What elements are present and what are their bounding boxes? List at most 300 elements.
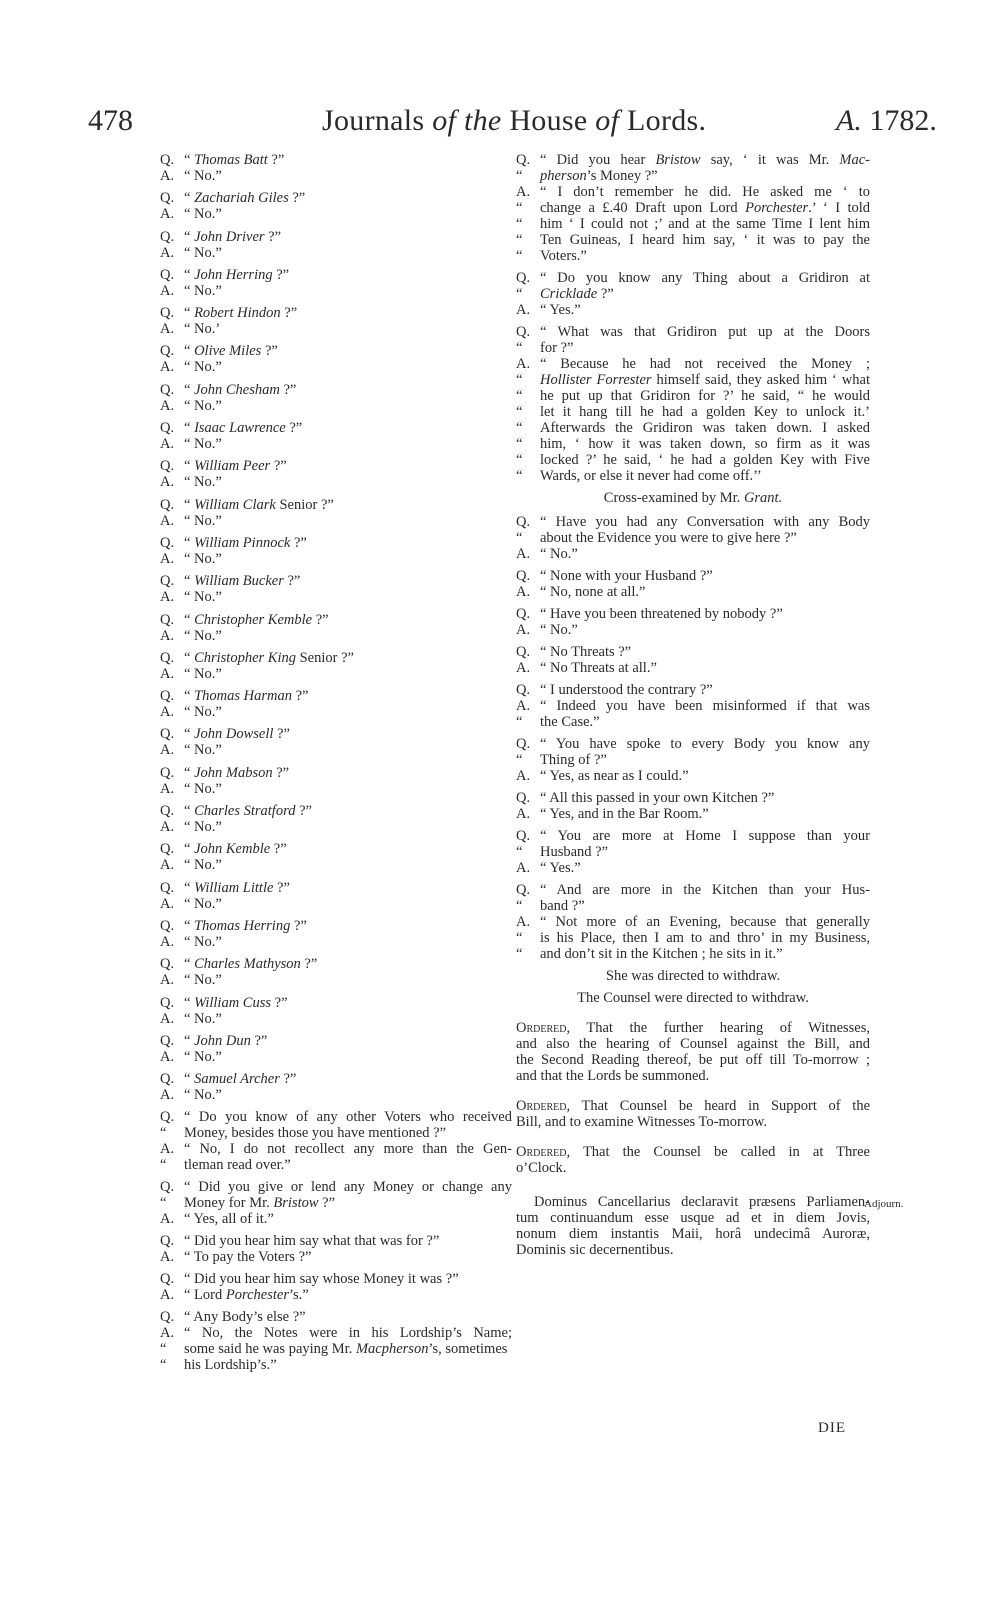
speaker-label: Q. [160,917,175,934]
continuation-quote: “ [516,168,523,184]
speaker-label: Q. [516,882,531,898]
open-quote: “ [184,841,195,858]
answer-text: “ No.” [184,550,222,567]
text-line [516,1052,870,1068]
name-suffix: Senior [275,496,318,513]
question-line [160,458,512,474]
text-run: let it hang till he had a golden Key to unlock it.’ [540,404,870,420]
continuation-quote: “ [516,372,523,388]
question-line [160,535,512,551]
text-line [516,1226,870,1242]
text-line [516,270,870,286]
open-quote: “ [184,152,195,168]
continuation-quote: “ [516,844,523,860]
open-quote: “ [184,534,195,551]
speaker-label: Q. [160,841,175,858]
qa-exchange [516,324,870,484]
speaker-label: A. [516,356,531,372]
open-quote: “ [184,879,195,896]
continuation-quote: “ [160,1157,167,1174]
close-quote: ?” [271,994,288,1011]
text-run: Money for Mr. [184,1195,274,1212]
continuation-quote: “ [516,714,523,730]
text-line [516,340,870,356]
text-line [516,184,870,200]
continuation-quote: “ [516,216,523,232]
qa-exchange [516,644,870,676]
open-quote: “ [184,688,195,705]
text-run: “ Did you hear him say whose Money it was ?” [184,1271,459,1288]
text-run: Husband ?” [540,844,609,860]
voter-name: William Cuss [194,994,272,1011]
continuation-quote: “ [516,452,523,468]
voter-name: William Little [194,879,274,896]
text-run: “ Yes, as near as I could.” [540,768,689,784]
voter-name: John Chesham [194,381,280,398]
text-line [516,660,870,676]
answer-text: “ No.” [184,819,222,836]
answer-line [160,666,512,682]
text-line [516,1020,870,1036]
answer-line [160,474,512,490]
text-run: “ Indeed you have been misinformed if that was [540,698,870,714]
speaker-label: A. [516,806,531,822]
speaker-label: A. [160,206,175,223]
speaker-label: Q. [160,1071,175,1088]
speaker-label: Q. [160,726,175,743]
speaker-label: Q. [160,803,175,820]
text-line [516,898,870,914]
margin-note: Adjourn. [864,1198,904,1210]
text-run: ’s.” [288,1287,309,1304]
text-line [160,1125,512,1141]
answer-line [160,896,512,912]
text-line [516,1160,870,1176]
answer-line [160,589,512,605]
open-quote: “ [184,1071,195,1088]
answer-text: “ No.” [184,1048,222,1065]
close-quote: ?” [250,1032,268,1049]
text-line [516,768,870,784]
open-quote: “ [184,726,195,743]
text-line [516,216,870,232]
voter-name: Christopher Kemble [194,611,313,628]
text-run: Bill, and to examine Witnesses To-morrow. [516,1114,768,1130]
qa-exchange [516,1144,870,1176]
speaker-label: Q. [160,152,175,168]
open-quote: “ [184,420,195,437]
answer-line [160,1087,512,1103]
text-line [516,644,870,660]
speaker-label: Q. [160,1032,175,1049]
text-run: about the Evidence you were to give here ?” [540,530,797,546]
answer-text: “ No.” [184,704,222,721]
question-line [160,918,512,934]
qa-exchange [516,606,870,638]
page-number: 478 [88,104,133,137]
italic-name: Porchester [225,1287,289,1304]
close-quote: ?” [300,956,318,973]
voter-name: John Dun [194,1032,251,1049]
text-line [516,1242,870,1258]
speaker-label: A. [516,584,531,600]
open-quote: “ [184,573,195,590]
text-run: for ?” [540,340,574,356]
answer-line [160,206,512,222]
text-line [516,844,870,860]
continuation-quote: “ [516,248,523,264]
text-run: “ What was that Gridiron put up at the Doors [540,324,870,340]
text-line [160,1157,512,1173]
answer-line [160,704,512,720]
open-quote: “ [184,611,195,628]
qa-exchange [160,573,512,605]
right-column [516,152,904,1258]
close-quote: ?” [272,266,290,283]
answer-line [160,436,512,452]
close-quote: ?” [288,190,306,207]
qa-exchange [160,152,512,184]
qa-exchange [160,343,512,375]
text-line [516,882,870,898]
text-run: tum continuandum esse usque ad et in diem Jovis, [516,1210,870,1226]
counsel-name: Grant. [743,490,783,506]
speaker-label: A. [516,914,531,930]
answer-text: “ No.” [184,895,222,912]
text-run: “ No.” [540,546,578,562]
text-run: Wards, or else it never had come off.’’ [540,468,762,484]
speaker-label: Q. [160,266,175,283]
speaker-label: Q. [160,1271,175,1288]
voter-name: Charles Stratford [194,803,296,820]
question-line [160,650,512,666]
open-quote: “ [184,381,195,398]
speaker-label: Q. [160,994,175,1011]
text-line [516,1144,870,1160]
question-line [160,1033,512,1049]
question-line [160,382,512,398]
text-line [516,914,870,930]
text-run: “ Do you know any Thing about a Gridiron at [540,270,870,286]
open-quote: “ [184,803,195,820]
question-line [160,305,512,321]
text-line [160,1271,512,1287]
qa-exchange [160,803,512,835]
voter-name: William Pinnock [194,534,291,551]
qa-exchange [160,880,512,912]
text-run: , That Counsel be heard in Support of the [566,1098,870,1114]
text-line [516,1036,870,1052]
open-quote: “ [184,190,195,207]
qa-exchange [160,535,512,567]
text-line [160,1233,512,1249]
qa-exchange [516,270,870,318]
speaker-label: Q. [160,420,175,437]
speaker-label: A. [516,698,531,714]
speaker-label: A. [160,397,175,414]
text-run: “ No Threats ?” [540,644,632,660]
speaker-label: Q. [516,606,531,622]
speaker-label: A. [160,972,175,989]
qa-exchange [160,497,512,529]
answer-text: “ No.” [184,512,222,529]
continuation-quote: “ [516,404,523,420]
text-run: Thing of ?” [540,752,607,768]
answer-line [160,1049,512,1065]
answer-line [160,513,512,529]
voter-name: Samuel Archer [194,1071,280,1088]
voter-name: John Driver [194,228,265,245]
text-line [160,1309,512,1325]
text-run: change a £.40 Draft upon Lord [540,200,746,216]
text-line [516,698,870,714]
speaker-label: A. [160,665,175,682]
speaker-label: A. [516,184,531,200]
continuation-quote: “ [516,388,523,404]
text-run: and don’t sit in the Kitchen ; he sits in it.” [540,946,783,962]
voter-name: William Clark [194,496,276,513]
text-run: is his Place, then I am to and thro’ in my Business, [540,930,870,946]
voter-name: Charles Mathyson [194,956,301,973]
text-run: “ Not more of an Evening, because that generally [540,914,870,930]
qa-exchange [160,190,512,222]
answer-text: “ No.” [184,474,222,491]
voter-name: Isaac Lawrence [194,420,286,437]
qa-exchange [516,790,870,822]
voter-name: John Dowsell [194,726,274,743]
text-line [160,1325,512,1341]
text-run: and that the Lords be summoned. [516,1068,710,1084]
answer-text: “ No.” [184,206,222,223]
text-line [516,714,870,730]
continuation-quote: “ [160,1341,167,1358]
speaker-label: A. [160,282,175,299]
answer-line [160,934,512,950]
qa-exchange [160,956,512,988]
speaker-label: Q. [160,305,175,322]
speaker-label: A. [160,474,175,491]
continuation-quote: “ [516,752,523,768]
close-quote: ?” [279,1071,297,1088]
question-line [160,267,512,283]
speaker-label: Q. [160,688,175,705]
text-run: “ No, the Notes were in his Lordship’s Name; [184,1325,512,1342]
text-line [516,530,870,546]
open-quote: “ [184,228,195,245]
qa-exchange [160,1179,512,1227]
close-quote: ?” [279,381,297,398]
qa-exchange [160,650,512,682]
qa-exchange [160,612,512,644]
open-quote: “ [184,496,195,513]
qa-exchange [516,1020,870,1084]
qa-exchange [160,305,512,337]
text-line [516,302,870,318]
answer-line [160,819,512,835]
speaker-label: Q. [516,514,531,530]
text-run: him, ‘ how it was taken down, so firm as it was [540,436,870,452]
text-run: “ And are more in the Kitchen than your Hus- [540,882,870,898]
text-line [516,546,870,562]
text-line [516,1194,870,1210]
question-line [160,497,512,513]
answer-text: “ No.” [184,1087,222,1104]
qa-exchange [160,726,512,758]
continuation-quote: “ [160,1357,167,1374]
speaker-label: Q. [160,1109,175,1126]
text-run: “ Yes, all of it.” [184,1211,274,1228]
voter-name: Olive Miles [194,343,262,360]
qa-exchange [160,458,512,490]
continuation-quote: “ [516,946,523,962]
speaker-label: Q. [516,644,531,660]
speaker-label: A. [160,819,175,836]
text-run: “ You have spoke to every Body you know any [540,736,870,752]
answer-line [160,359,512,375]
speaker-label: Q. [160,496,175,513]
answer-line [160,857,512,873]
text-run: “ None with your Husband ?” [540,568,713,584]
answer-line [160,398,512,414]
text-line [516,736,870,752]
text-line [160,1357,512,1373]
open-quote: “ [184,305,195,322]
speaker-label: Q. [516,152,531,168]
speaker-label: A. [160,512,175,529]
italic-name: pherson [540,168,587,184]
close-quote: ?” [317,496,334,513]
speaker-label: Q. [160,1309,175,1326]
close-quote: ?” [291,688,309,705]
close-quote: ?” [267,152,285,168]
text-run: “ I understood the contrary ?” [540,682,713,698]
text-run: the Case.” [540,714,600,730]
text-line [516,1098,870,1114]
text-line [516,790,870,806]
answer-text: “ No.” [184,359,222,376]
question-line [160,152,512,168]
answer-text: “ No.” [184,665,222,682]
text-line [516,404,870,420]
question-line [160,841,512,857]
text-line [160,1211,512,1227]
text-run: “ No Threats at all.” [540,660,657,676]
qa-exchange [160,420,512,452]
open-quote: “ [184,917,195,934]
text-run: some said he was paying Mr. [184,1341,356,1358]
qa-exchange [516,568,870,600]
close-quote: ?” [290,534,307,551]
text-line [160,1341,512,1357]
continuation-quote: “ [516,340,523,356]
speaker-label: A. [516,660,531,676]
running-header [0,104,992,144]
text-run: locked ?’ he said, ‘ he had a golden Key with Five [540,452,870,468]
text-run: ?” [318,1195,336,1212]
voter-name: John Mabson [194,764,273,781]
qa-exchange [160,1109,512,1173]
speaker-label: A. [160,742,175,759]
answer-line [160,283,512,299]
text-line [516,248,870,264]
text-line [516,514,870,530]
text-run: “ Have you had any Conversation with any Body [540,514,870,530]
qa-exchange [160,267,512,299]
speaker-label: Q. [160,1179,175,1196]
speaker-label: A. [160,1087,175,1104]
voter-name: Zachariah Giles [194,190,289,207]
speaker-label: Q. [516,736,531,752]
continuation-quote: “ [516,436,523,452]
text-line [516,1068,870,1084]
continuation-quote: “ [516,200,523,216]
text-run: “ To pay the Voters ?” [184,1249,312,1266]
cross-examination-heading [516,490,870,506]
left-column [160,152,512,1379]
continuation-quote: “ [516,898,523,914]
answer-text: “ No.” [184,972,222,989]
answer-line [160,972,512,988]
adjournment-paragraph [516,1194,904,1258]
question-line [160,956,512,972]
speaker-label: Q. [516,828,531,844]
question-line [160,1071,512,1087]
text-run: say, ‘ it was Mr. [700,152,840,168]
speaker-label: A. [160,589,175,606]
answer-line [160,245,512,261]
speaker-label: Q. [516,568,531,584]
answer-line [160,628,512,644]
text-run: the Second Reading thereof, be put off till To-morrow ; [516,1052,870,1068]
close-quote: ?” [283,573,301,590]
speaker-label: Q. [160,879,175,896]
italic-name: Porchester [745,200,809,216]
text-line [516,1114,870,1130]
qa-exchange [160,382,512,414]
question-line [160,765,512,781]
text-run: ’s Money ?” [586,168,658,184]
voter-name: Thomas Harman [194,688,292,705]
qa-exchange [516,882,870,962]
text-run: nonum diem instantis Maii, horâ undecimâ Auroræ, [516,1226,870,1242]
continuation-quote: “ [516,530,523,546]
text-run: “ Did you hear [540,152,656,168]
close-quote: ?” [337,649,354,666]
answer-text: “ No.” [184,933,222,950]
qa-exchange [160,688,512,720]
speaker-label: A. [160,627,175,644]
speaker-label: A. [160,359,175,376]
text-run: band ?” [540,898,585,914]
qa-exchange [160,1071,512,1103]
italic-name: Mac- [839,152,871,168]
qa-exchange [516,514,870,562]
answer-text: “ No.” [184,1010,222,1027]
text-line [516,930,870,946]
text-run: “ Because he had not received the Money ; [540,356,870,372]
question-line [160,726,512,742]
text-run: .’ ‘ I told [808,200,870,216]
open-quote: “ [184,458,195,475]
running-title: Journals of the House of Lords. [322,104,707,137]
close-quote: ?” [270,841,287,858]
text-run: “ Any Body’s else ?” [184,1309,306,1326]
close-quote: ?” [285,420,303,437]
question-line [160,229,512,245]
speaker-label: Q. [160,190,175,207]
text-run: Afterwards the Gridiron was taken down. I asked [540,420,870,436]
qa-exchange [160,995,512,1027]
